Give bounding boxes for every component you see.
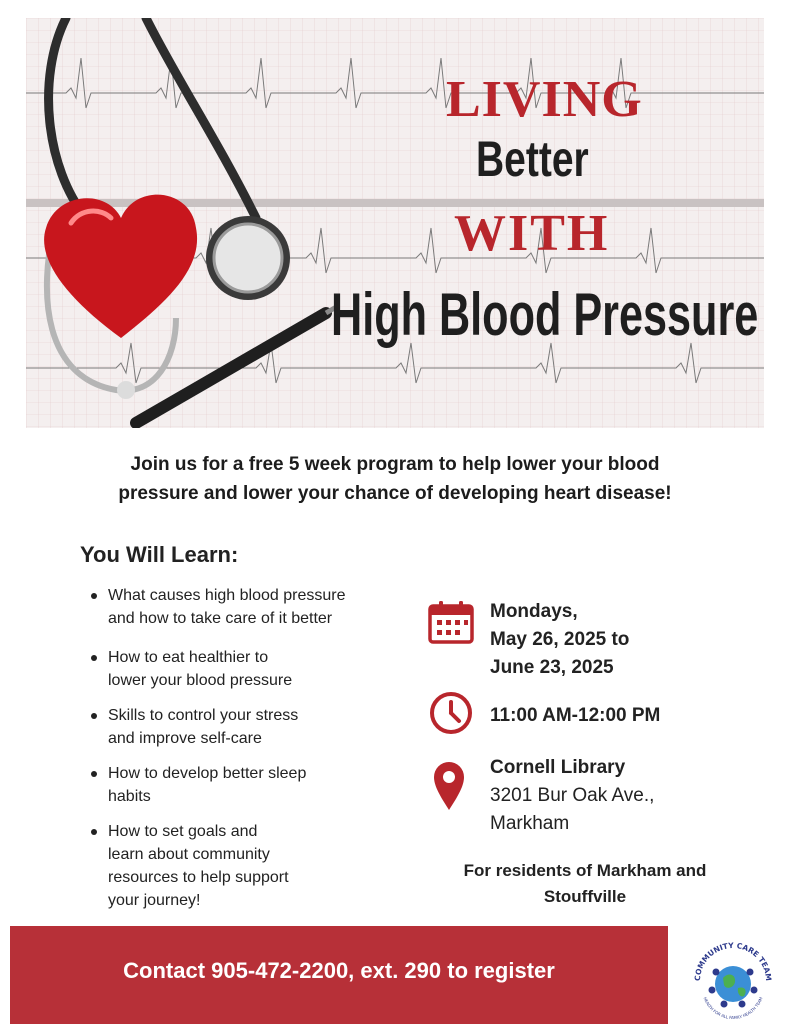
- residents-note: [430, 858, 740, 910]
- list-item: [88, 704, 408, 750]
- schedule-day: Mondays,: [490, 601, 578, 622]
- schedule-end: June 23, 2025: [490, 657, 614, 678]
- list-item-line: lower your blood pressure: [108, 672, 293, 689]
- title-living: LIVING: [446, 71, 643, 128]
- list-item-line: How to set goals and: [108, 823, 258, 840]
- list-item-line: How to eat healthier to: [108, 649, 269, 666]
- list-item-line: and how to take care of it better: [108, 610, 333, 627]
- contact-banner: [10, 926, 668, 1024]
- list-item: [88, 762, 408, 808]
- learn-list: [88, 584, 408, 912]
- list-item-line: Skills to control your stress: [108, 707, 299, 724]
- intro-line: Join us for a free 5 week program to help lower your blood: [130, 454, 660, 475]
- logo-top-text: COMMUNITY CARE TEAM: [692, 940, 774, 982]
- list-item-line: resources to help support: [108, 869, 289, 886]
- location-name: Cornell Library: [490, 757, 626, 778]
- location-pin-icon: [432, 760, 466, 812]
- calendar-icon: [428, 600, 474, 644]
- residents-line: For residents of Markham and: [463, 861, 707, 880]
- contact-text: Contact 905-472-2200, ext. 290 to register: [123, 958, 555, 983]
- hero-image: [26, 18, 764, 428]
- logo-bottom-text: HEALTH FOR ALL FAMILY HEALTH TEAM: [702, 996, 764, 1021]
- schedule-dates: [490, 598, 629, 682]
- learn-heading: You Will Learn:: [80, 542, 239, 567]
- location: [490, 754, 654, 838]
- list-item-line: your journey!: [108, 892, 201, 909]
- list-item-line: and improve self-care: [108, 730, 262, 747]
- schedule-time: 11:00 AM-12:00 PM: [490, 705, 661, 726]
- schedule-start: May 26, 2025 to: [490, 629, 630, 650]
- list-item-line: habits: [108, 788, 151, 805]
- intro-line: pressure and lower your chance of developing heart disease!: [118, 483, 672, 504]
- list-item: [88, 646, 408, 692]
- list-item-line: What causes high blood pressure: [108, 587, 346, 604]
- title-better: Better: [476, 131, 589, 187]
- community-care-team-logo: [690, 938, 776, 1024]
- list-item-line: learn about community: [108, 846, 270, 863]
- location-city: Markham: [490, 813, 570, 834]
- location-address: 3201 Bur Oak Ave.,: [490, 785, 655, 806]
- clock-icon: [428, 690, 474, 736]
- list-item: [88, 820, 408, 912]
- title-high-blood-pressure: High Blood Pressure: [331, 281, 759, 348]
- residents-line: Stouffville: [543, 887, 627, 906]
- title-with: WITH: [454, 205, 610, 262]
- intro-text: [60, 450, 730, 508]
- list-item-line: How to develop better sleep: [108, 765, 307, 782]
- list-item: [88, 584, 408, 630]
- ecg-paper-illustration: [26, 18, 764, 428]
